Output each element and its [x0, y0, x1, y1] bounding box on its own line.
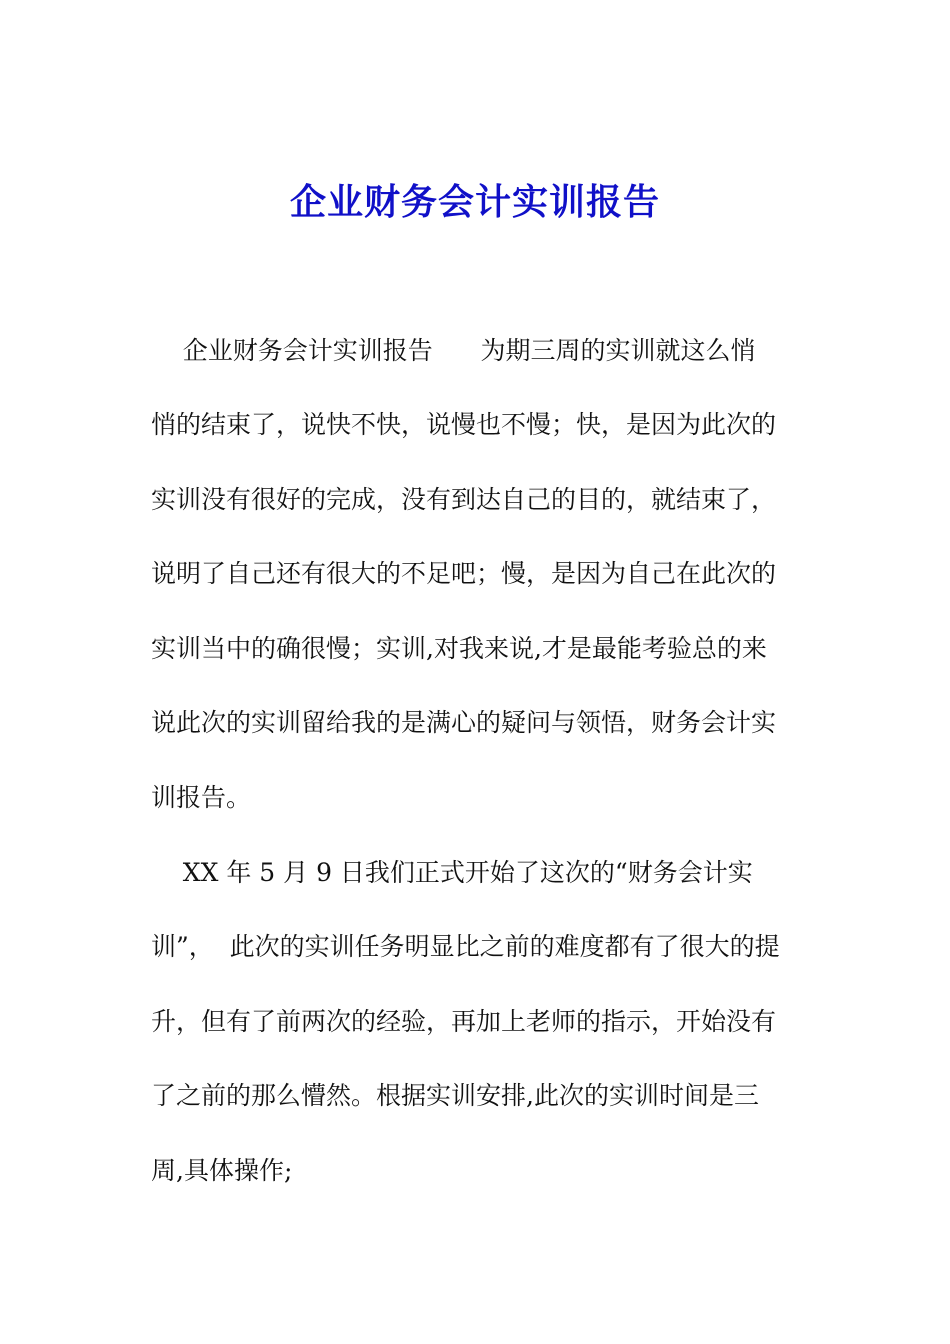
body-line-2: 悄的结束了，说快不快，说慢也不慢；快，是因为此次的 [151, 410, 777, 439]
body-line-5: 实训当中的确很慢；实训,对我来说,才是最能考验总的来 [151, 634, 767, 663]
body-line-1: 企业财务会计实训报告 为期三周的实训就这么悄 [151, 336, 756, 365]
body-line-6: 说此次的实训留给我的是满心的疑问与领悟，财务会计实 [151, 708, 777, 737]
body-line-10: 升，但有了前两次的经验，再加上老师的指示，开始没有 [151, 1007, 777, 1036]
body-line-3: 实训没有很好的完成，没有到达自己的目的，就结束了， [151, 485, 777, 514]
body-line-7: 训报告。 [151, 783, 252, 812]
body-line-11: 了之前的那么懵然。根据实训安排,此次的实训时间是三 [151, 1081, 759, 1110]
body-line-4: 说明了自己还有很大的不足吧；慢，是因为自己在此次的 [151, 559, 777, 588]
document-title: 企业财务会计实训报告 [289, 181, 660, 223]
body-line-9: 训”， 此次的实训任务明显比之前的难度都有了很大的提 [151, 932, 780, 961]
body-line-8: XX 年 5 月 9 日我们正式开始了这次的“财务会计实 [151, 858, 753, 887]
body-line-12: 周,具体操作; [151, 1156, 293, 1185]
